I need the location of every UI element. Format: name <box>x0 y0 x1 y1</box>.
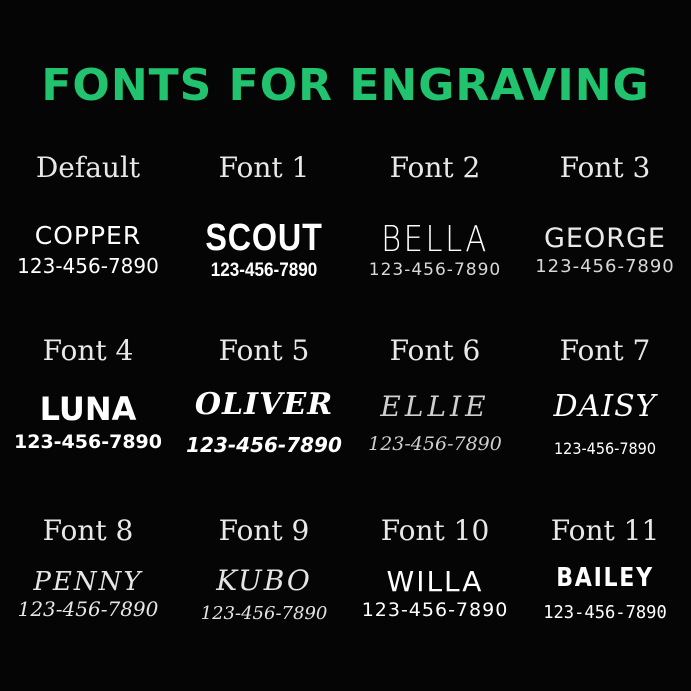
font-label: Font 7 <box>559 334 651 367</box>
sample-number: 123-456-7890 <box>543 602 667 623</box>
sample-number: 123-456-7890 <box>553 439 657 458</box>
sample-number: 123-456-7890 <box>14 431 162 453</box>
sample-name: OLIVER <box>194 387 334 422</box>
sample-number: 123-456-7890 <box>17 254 159 278</box>
font-label: Font 10 <box>380 514 490 547</box>
sample-name: KUBO <box>216 564 312 597</box>
sample-name: LUNA <box>39 390 137 428</box>
sample-number: 123-456-7890 <box>186 433 342 457</box>
sample-number: 123-456-7890 <box>368 433 502 455</box>
font-label: Font 4 <box>42 334 134 367</box>
sample-number: 123-456-7890 <box>200 603 328 624</box>
font-label: Font 8 <box>42 514 134 547</box>
sample-name: BAILEY <box>556 563 654 593</box>
sample-number: 123-456-7890 <box>535 256 675 277</box>
font-label: Font 3 <box>559 151 651 184</box>
sample-name: ELLIE <box>380 390 490 423</box>
sample-name: SCOUT <box>205 217 323 259</box>
sample-name: BELLA <box>381 219 489 260</box>
font-label: Default <box>35 151 141 184</box>
font-label: Font 1 <box>218 151 310 184</box>
font-label: Font 6 <box>389 334 481 367</box>
sample-name: DAISY <box>553 389 657 424</box>
font-label: Font 11 <box>550 514 660 547</box>
sample-number: 123-456-7890 <box>368 260 502 280</box>
sample-name: GEORGE <box>544 223 666 254</box>
font-label: Font 9 <box>218 514 310 547</box>
sample-name: PENNY <box>33 567 143 597</box>
page-title: FONTS FOR ENGRAVING <box>41 60 650 111</box>
font-label: Font 5 <box>218 334 310 367</box>
sample-number: 123-456-7890 <box>361 599 509 621</box>
sample-name: WILLA <box>386 565 484 598</box>
sample-number: 123-456-7890 <box>210 260 318 281</box>
sample-number: 123-456-7890 <box>17 597 159 621</box>
sample-name: COPPER <box>34 221 142 250</box>
font-label: Font 2 <box>389 151 481 184</box>
